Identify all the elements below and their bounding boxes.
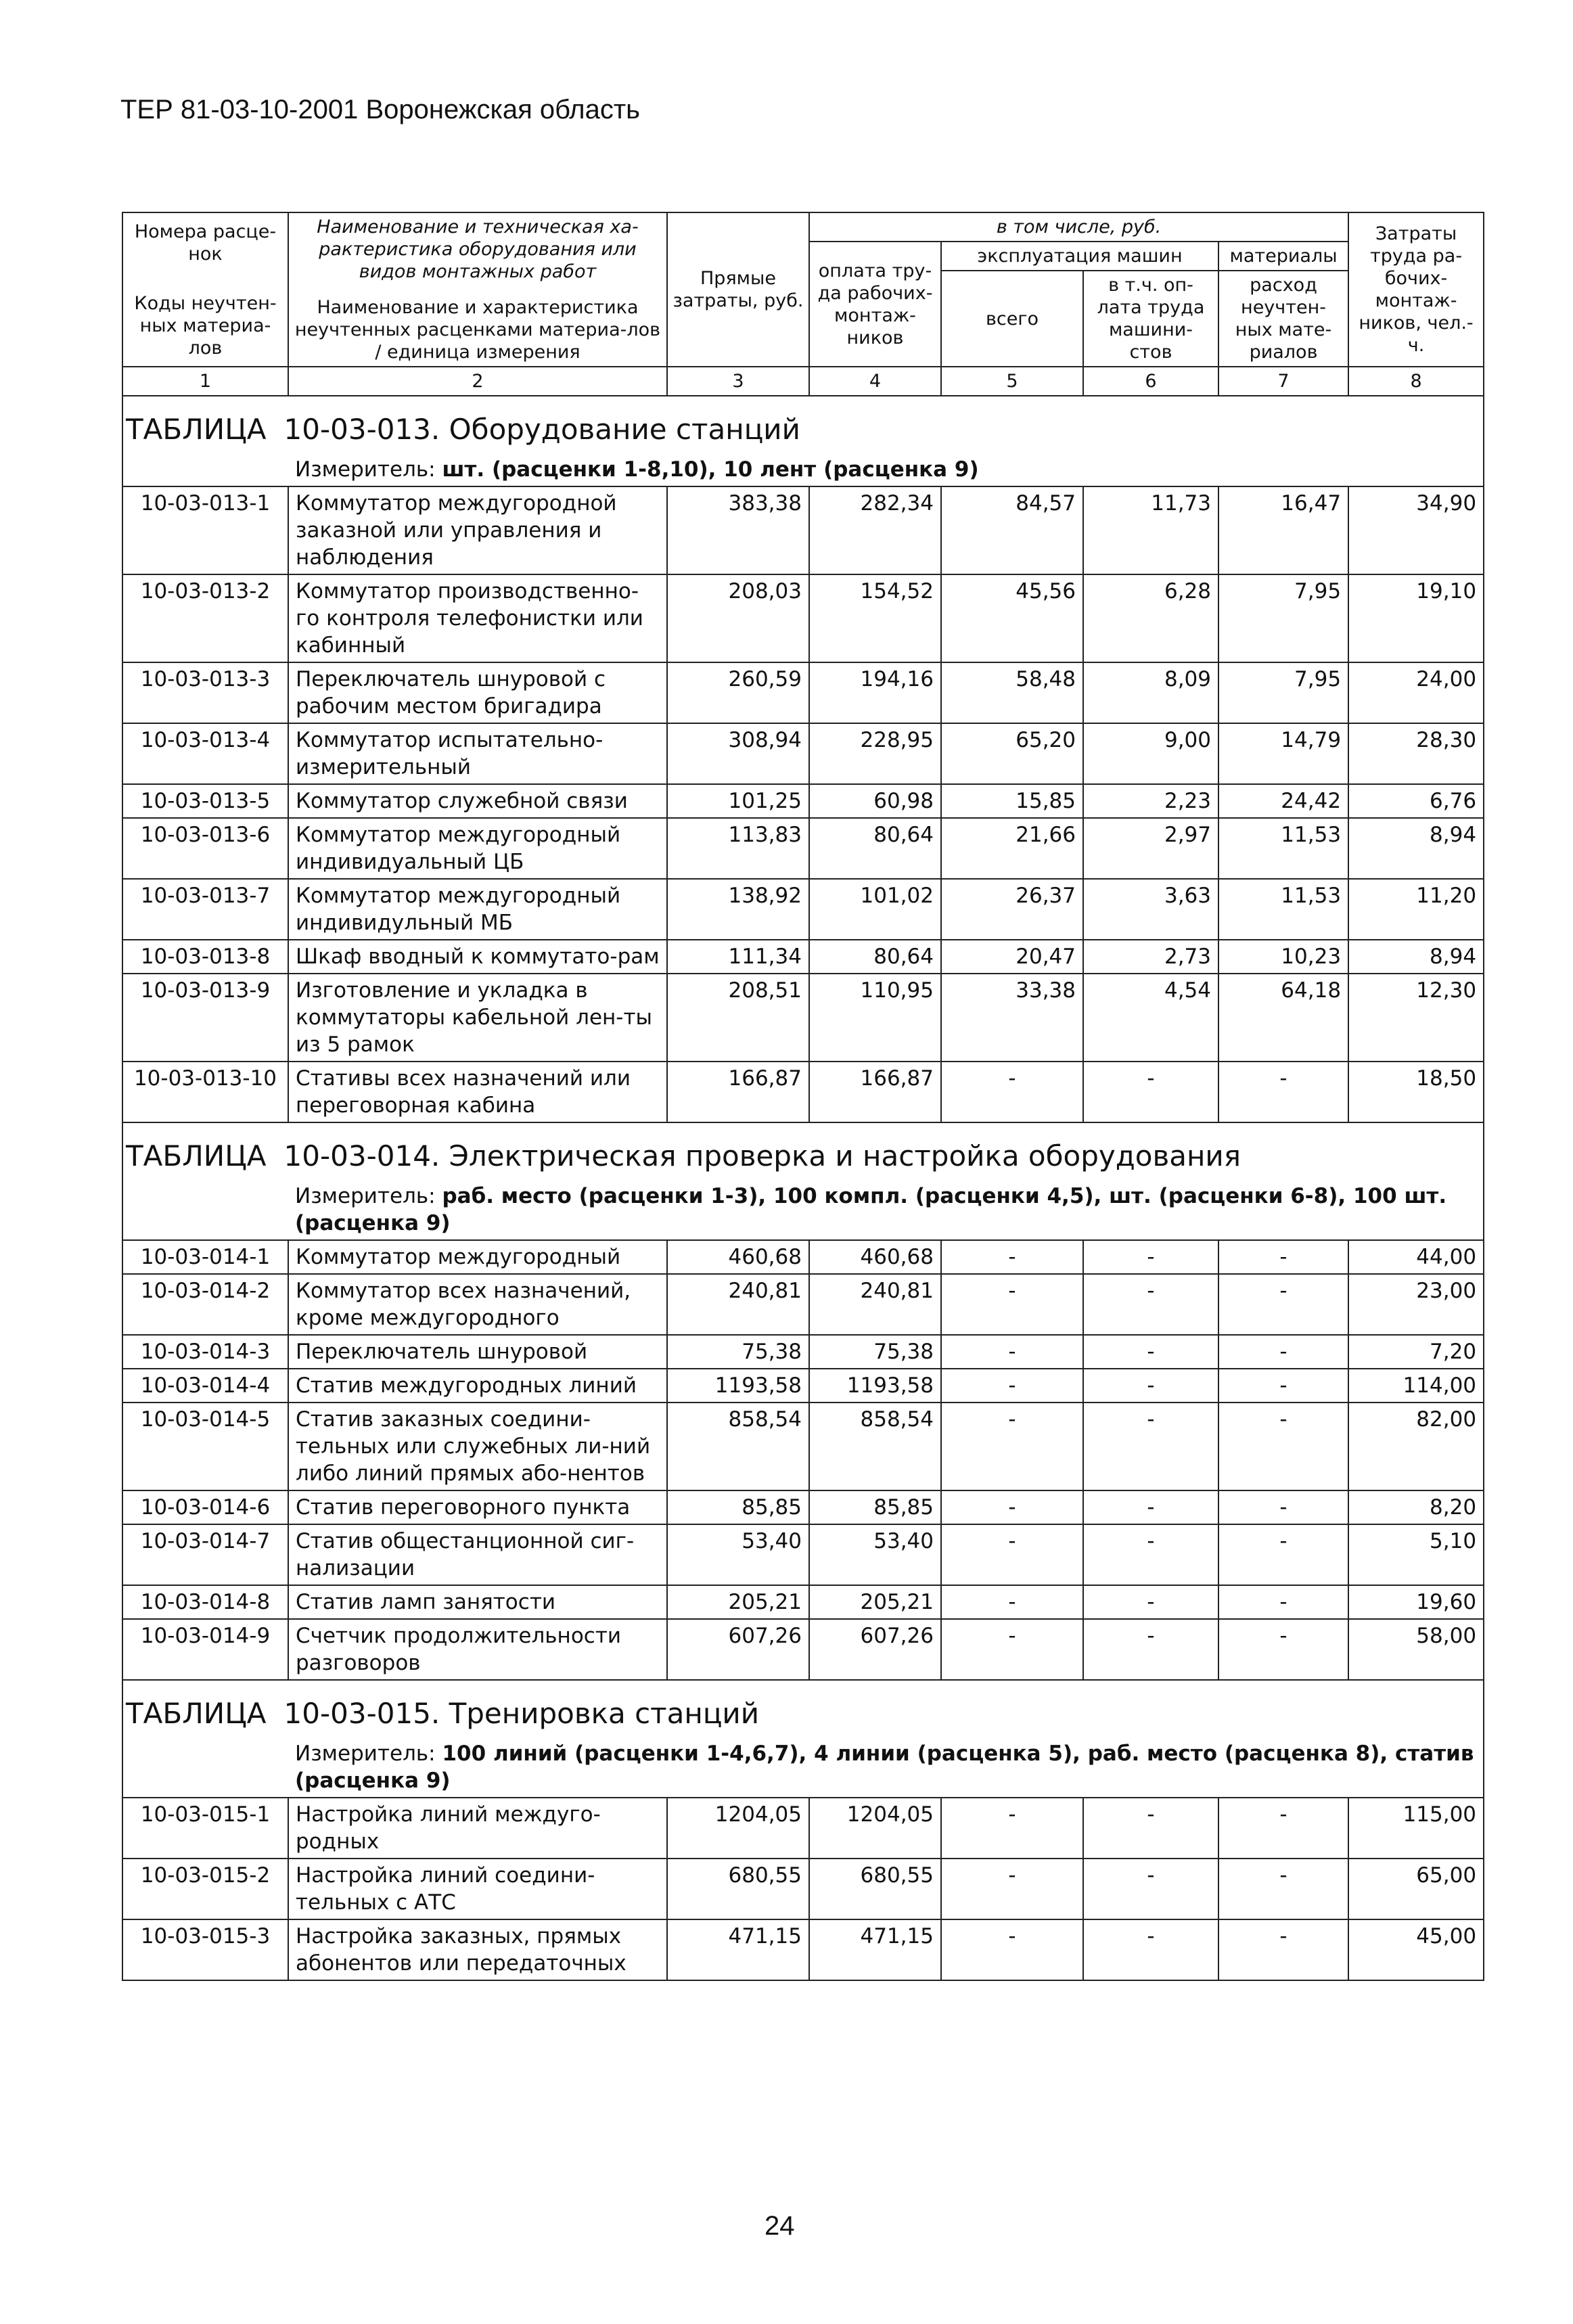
labor-hours-value: 18,50: [1348, 1062, 1484, 1122]
rate-name: Шкаф вводный к коммутато-рам: [288, 940, 667, 974]
labor-hours-value: 58,00: [1348, 1619, 1484, 1680]
labor-hours-value: 23,00: [1348, 1274, 1484, 1335]
table-row: [122, 974, 1484, 1062]
machines-total-value: 26,37: [941, 879, 1083, 940]
rate-code: 10-03-013-6: [122, 818, 288, 879]
worker-pay-value: 166,87: [809, 1062, 941, 1122]
materials-value: 14,79: [1218, 723, 1348, 784]
table-row: [122, 1274, 1484, 1335]
meter-cell: [288, 453, 1484, 486]
rate-name: Коммутатор производственно-го контроля телефонистки или кабинный: [288, 574, 667, 662]
rate-name: Коммутатор междугородный индивидуальный ЦБ: [288, 818, 667, 879]
rate-code: 10-03-014-4: [122, 1369, 288, 1403]
worker-pay-value: 194,16: [809, 662, 941, 723]
labor-hours-value: 44,00: [1348, 1240, 1484, 1274]
rate-name: Переключатель шнуровой с рабочим местом бригадира: [288, 662, 667, 723]
meter-row: [122, 453, 1484, 486]
labor-hours-value: 8,20: [1348, 1490, 1484, 1524]
labor-hours-value: 19,10: [1348, 574, 1484, 662]
table-row: [122, 1859, 1484, 1919]
worker-pay-value: 471,15: [809, 1919, 941, 1980]
labor-hours-value: 8,94: [1348, 818, 1484, 879]
materials-value: 11,53: [1218, 818, 1348, 879]
direct-costs-value: 1204,05: [667, 1798, 809, 1859]
labor-hours-value: 34,90: [1348, 486, 1484, 574]
direct-costs-value: 858,54: [667, 1403, 809, 1490]
meter-spacer: [122, 1180, 288, 1240]
column-number: 5: [941, 367, 1083, 396]
machinist-pay-value: 2,73: [1083, 940, 1218, 974]
meter-cell: [288, 1737, 1484, 1798]
worker-pay-value: 80,64: [809, 818, 941, 879]
table-row: [122, 1369, 1484, 1403]
section-label: ТАБЛИЦА: [126, 1139, 267, 1172]
machines-total-value: 65,20: [941, 723, 1083, 784]
machines-total-value: -: [941, 1274, 1083, 1335]
rate-code: 10-03-014-6: [122, 1490, 288, 1524]
machines-total-value: 58,48: [941, 662, 1083, 723]
machines-total-value: -: [941, 1062, 1083, 1122]
rate-code: 10-03-015-3: [122, 1919, 288, 1980]
worker-pay-value: 1204,05: [809, 1798, 941, 1859]
machinist-pay-value: -: [1083, 1274, 1218, 1335]
worker-pay-value: 228,95: [809, 723, 941, 784]
machinist-pay-value: 11,73: [1083, 486, 1218, 574]
materials-value: -: [1218, 1403, 1348, 1490]
labor-hours-value: 6,76: [1348, 784, 1484, 818]
rate-code: 10-03-014-8: [122, 1585, 288, 1619]
document-header: ТЕР 81-03-10-2001 Воронежская область: [120, 95, 641, 124]
rate-code: 10-03-014-1: [122, 1240, 288, 1274]
machines-total-value: 84,57: [941, 486, 1083, 574]
rate-code: 10-03-013-5: [122, 784, 288, 818]
section-title-text: 10-03-015. Тренировка станций: [283, 1697, 760, 1730]
machinist-pay-value: 9,00: [1083, 723, 1218, 784]
materials-value: -: [1218, 1619, 1348, 1680]
labor-hours-value: 114,00: [1348, 1369, 1484, 1403]
machines-total-value: -: [941, 1798, 1083, 1859]
rate-name: Настройка линий междуго-родных: [288, 1798, 667, 1859]
rate-name: Статив переговорного пункта: [288, 1490, 667, 1524]
direct-costs-value: 85,85: [667, 1490, 809, 1524]
direct-costs-value: 101,25: [667, 784, 809, 818]
machines-total-value: 45,56: [941, 574, 1083, 662]
header-machinist-pay: в т.ч. оп-лата труда машини-стов: [1083, 271, 1218, 367]
meter-label: Измеритель:: [295, 1184, 436, 1208]
table-row: [122, 1335, 1484, 1369]
machinist-pay-value: 2,23: [1083, 784, 1218, 818]
labor-hours-value: 19,60: [1348, 1585, 1484, 1619]
machines-total-value: -: [941, 1403, 1083, 1490]
machinist-pay-value: -: [1083, 1403, 1218, 1490]
labor-hours-value: 8,94: [1348, 940, 1484, 974]
machines-total-value: -: [941, 1335, 1083, 1369]
table-row: [122, 486, 1484, 574]
column-number: 2: [288, 367, 667, 396]
materials-value: 64,18: [1218, 974, 1348, 1062]
table-row: [122, 818, 1484, 879]
rate-code: 10-03-014-3: [122, 1335, 288, 1369]
header-labor-hours: Затраты труда ра-бочих-монтаж-ников, чел.-ч.: [1348, 212, 1484, 367]
rate-code: 10-03-013-3: [122, 662, 288, 723]
machines-total-value: -: [941, 1619, 1083, 1680]
column-number: 7: [1218, 367, 1348, 396]
machinist-pay-value: -: [1083, 1490, 1218, 1524]
machines-total-value: -: [941, 1369, 1083, 1403]
machinist-pay-value: 4,54: [1083, 974, 1218, 1062]
materials-value: -: [1218, 1585, 1348, 1619]
rate-code: 10-03-013-10: [122, 1062, 288, 1122]
header-rate-numbers: Номера расце-нок: [134, 221, 277, 265]
labor-hours-value: 12,30: [1348, 974, 1484, 1062]
rate-name: Коммутатор всех назначений, кроме междугородного: [288, 1274, 667, 1335]
table-row: [122, 1919, 1484, 1980]
section-label: ТАБЛИЦА: [126, 413, 267, 446]
meter-label: Измеритель:: [295, 1741, 436, 1766]
header-codes: [122, 212, 288, 367]
rate-code: 10-03-013-8: [122, 940, 288, 974]
materials-value: 24,42: [1218, 784, 1348, 818]
meter-spacer: [122, 1737, 288, 1798]
worker-pay-value: 205,21: [809, 1585, 941, 1619]
materials-value: -: [1218, 1524, 1348, 1585]
table-row: [122, 1062, 1484, 1122]
machinist-pay-value: -: [1083, 1062, 1218, 1122]
rate-name: Коммутатор междугородный: [288, 1240, 667, 1274]
meter-label: Измеритель:: [295, 457, 436, 482]
machines-total-value: 20,47: [941, 940, 1083, 974]
worker-pay-value: 85,85: [809, 1490, 941, 1524]
header-names: [288, 212, 667, 367]
materials-value: -: [1218, 1335, 1348, 1369]
worker-pay-value: 240,81: [809, 1274, 941, 1335]
machines-total-value: -: [941, 1919, 1083, 1980]
rate-name: Коммутатор служебной связи: [288, 784, 667, 818]
worker-pay-value: 110,95: [809, 974, 941, 1062]
section-title-text: 10-03-014. Электрическая проверка и настройка оборудования: [283, 1139, 1241, 1172]
labor-hours-value: 28,30: [1348, 723, 1484, 784]
table-header: [122, 212, 1484, 396]
rate-code: 10-03-013-9: [122, 974, 288, 1062]
meter-row: [122, 1180, 1484, 1240]
table-row: [122, 1240, 1484, 1274]
meter-cell: [288, 1180, 1484, 1240]
machines-total-value: -: [941, 1585, 1083, 1619]
machines-total-value: -: [941, 1240, 1083, 1274]
direct-costs-value: 680,55: [667, 1859, 809, 1919]
rate-name: Настройка линий соедини-тельных с АТС: [288, 1859, 667, 1919]
meter-text: шт. (расценки 1-8,10), 10 лент (расценка 9): [442, 457, 979, 482]
direct-costs-value: 471,15: [667, 1919, 809, 1980]
column-number: 3: [667, 367, 809, 396]
direct-costs-value: 113,83: [667, 818, 809, 879]
section-title-text: 10-03-013. Оборудование станций: [283, 413, 800, 446]
rate-name: Счетчик продолжительности разговоров: [288, 1619, 667, 1680]
rate-code: 10-03-013-2: [122, 574, 288, 662]
materials-value: -: [1218, 1369, 1348, 1403]
table-row: [122, 1798, 1484, 1859]
labor-hours-value: 24,00: [1348, 662, 1484, 723]
machinist-pay-value: -: [1083, 1619, 1218, 1680]
header-materials: материалы: [1218, 242, 1348, 271]
machines-total-value: -: [941, 1524, 1083, 1585]
worker-pay-value: 154,52: [809, 574, 941, 662]
labor-hours-value: 65,00: [1348, 1859, 1484, 1919]
table-row: [122, 723, 1484, 784]
rate-name: Стативы всех назначений или переговорная кабина: [288, 1062, 667, 1122]
materials-value: -: [1218, 1919, 1348, 1980]
direct-costs-value: 460,68: [667, 1240, 809, 1274]
table-row: [122, 662, 1484, 723]
worker-pay-value: 60,98: [809, 784, 941, 818]
header-direct-costs: Прямые затраты, руб.: [667, 212, 809, 367]
materials-value: 11,53: [1218, 879, 1348, 940]
rate-code: 10-03-014-5: [122, 1403, 288, 1490]
header-unaccounted-materials: расход неучтен-ных мате-риалов: [1218, 271, 1348, 367]
table-row: [122, 1585, 1484, 1619]
table-row: [122, 1524, 1484, 1585]
table-row: [122, 1490, 1484, 1524]
machinist-pay-value: -: [1083, 1369, 1218, 1403]
section-title-row: [122, 396, 1484, 453]
machines-total-value: 21,66: [941, 818, 1083, 879]
direct-costs-value: 205,21: [667, 1585, 809, 1619]
worker-pay-value: 282,34: [809, 486, 941, 574]
materials-value: -: [1218, 1274, 1348, 1335]
table-row: [122, 574, 1484, 662]
direct-costs-value: 308,94: [667, 723, 809, 784]
machines-total-value: 33,38: [941, 974, 1083, 1062]
column-number: 8: [1348, 367, 1484, 396]
materials-value: 7,95: [1218, 574, 1348, 662]
worker-pay-value: 1193,58: [809, 1369, 941, 1403]
machinist-pay-value: 8,09: [1083, 662, 1218, 723]
rate-code: 10-03-014-2: [122, 1274, 288, 1335]
machinist-pay-value: -: [1083, 1585, 1218, 1619]
materials-value: -: [1218, 1240, 1348, 1274]
labor-hours-value: 45,00: [1348, 1919, 1484, 1980]
rate-name: Статив заказных соедини-тельных или служебных ли-ний либо линий прямых або-нентов: [288, 1403, 667, 1490]
labor-hours-value: 11,20: [1348, 879, 1484, 940]
header-machines-total: всего: [941, 271, 1083, 367]
worker-pay-value: 607,26: [809, 1619, 941, 1680]
rate-name: Статив общестанционной сиг-нализации: [288, 1524, 667, 1585]
machinist-pay-value: -: [1083, 1335, 1218, 1369]
section-label: ТАБЛИЦА: [126, 1697, 267, 1730]
worker-pay-value: 80,64: [809, 940, 941, 974]
rate-code: 10-03-014-7: [122, 1524, 288, 1585]
header-material-codes: Коды неучтен-ных материа-лов: [134, 292, 277, 359]
direct-costs-value: 166,87: [667, 1062, 809, 1122]
rate-name: Статив ламп занятости: [288, 1585, 667, 1619]
section-title-row: [122, 1122, 1484, 1180]
table-row: [122, 1403, 1484, 1490]
page-number: 24: [765, 2211, 795, 2241]
rate-code: 10-03-013-4: [122, 723, 288, 784]
column-number: 6: [1083, 367, 1218, 396]
worker-pay-value: 460,68: [809, 1240, 941, 1274]
machines-total-value: -: [941, 1859, 1083, 1919]
meter-spacer: [122, 453, 288, 486]
rate-name: Коммутатор междугородной заказной или управления и наблюдения: [288, 486, 667, 574]
worker-pay-value: 858,54: [809, 1403, 941, 1490]
column-number: 1: [122, 367, 288, 396]
table-row: [122, 1619, 1484, 1680]
rate-code: 10-03-014-9: [122, 1619, 288, 1680]
materials-value: 16,47: [1218, 486, 1348, 574]
section-title: [122, 1122, 1484, 1180]
materials-value: -: [1218, 1859, 1348, 1919]
rate-code: 10-03-013-1: [122, 486, 288, 574]
column-number: 4: [809, 367, 941, 396]
machinist-pay-value: 3,63: [1083, 879, 1218, 940]
labor-hours-value: 115,00: [1348, 1798, 1484, 1859]
direct-costs-value: 260,59: [667, 662, 809, 723]
header-worker-pay: оплата тру-да рабочих-монтаж-ников: [809, 242, 941, 367]
labor-hours-value: 82,00: [1348, 1403, 1484, 1490]
section-title: [122, 396, 1484, 453]
machinist-pay-value: -: [1083, 1919, 1218, 1980]
machinist-pay-value: -: [1083, 1859, 1218, 1919]
header-equipment-name: Наименование и техническая ха-рактеристика оборудования или видов монтажных работ: [317, 217, 639, 282]
header-including: в том числе, руб.: [809, 212, 1348, 242]
worker-pay-value: 75,38: [809, 1335, 941, 1369]
machinist-pay-value: -: [1083, 1240, 1218, 1274]
materials-value: -: [1218, 1490, 1348, 1524]
rate-name: Настройка заказных, прямых абонентов или передаточных: [288, 1919, 667, 1980]
direct-costs-value: 240,81: [667, 1274, 809, 1335]
direct-costs-value: 75,38: [667, 1335, 809, 1369]
rate-code: 10-03-013-7: [122, 879, 288, 940]
direct-costs-value: 383,38: [667, 486, 809, 574]
direct-costs-value: 208,51: [667, 974, 809, 1062]
direct-costs-value: 1193,58: [667, 1369, 809, 1403]
section-title: [122, 1680, 1484, 1737]
meter-text: раб. место (расценки 1-3), 100 компл. (расценки 4,5), шт. (расценки 6-8), 100 шт. (расценка 9): [295, 1184, 1447, 1235]
machinist-pay-value: -: [1083, 1798, 1218, 1859]
machinist-pay-value: 6,28: [1083, 574, 1218, 662]
header-machine-operation: эксплуатация машин: [941, 242, 1218, 271]
rate-name: Переключатель шнуровой: [288, 1335, 667, 1369]
labor-hours-value: 7,20: [1348, 1335, 1484, 1369]
rate-name: Коммутатор испытательно-измерительный: [288, 723, 667, 784]
direct-costs-value: 53,40: [667, 1524, 809, 1585]
machinist-pay-value: 2,97: [1083, 818, 1218, 879]
rate-name: Статив междугородных линий: [288, 1369, 667, 1403]
machinist-pay-value: -: [1083, 1524, 1218, 1585]
machines-total-value: 15,85: [941, 784, 1083, 818]
materials-value: 10,23: [1218, 940, 1348, 974]
meter-text: 100 линий (расценки 1-4,6,7), 4 линии (расценка 5), раб. место (расценка 8), статив (расценка 9): [295, 1741, 1474, 1793]
header-material-name: Наименование и характеристика неучтенных расценками материа-лов / единица измерения: [294, 297, 661, 363]
machines-total-value: -: [941, 1490, 1083, 1524]
materials-value: -: [1218, 1798, 1348, 1859]
table-row: [122, 879, 1484, 940]
rates-table: [122, 212, 1484, 1981]
rate-code: 10-03-015-1: [122, 1798, 288, 1859]
worker-pay-value: 53,40: [809, 1524, 941, 1585]
direct-costs-value: 208,03: [667, 574, 809, 662]
table-row: [122, 940, 1484, 974]
direct-costs-value: 138,92: [667, 879, 809, 940]
meter-row: [122, 1737, 1484, 1798]
materials-value: -: [1218, 1062, 1348, 1122]
table-body: [122, 396, 1484, 1980]
worker-pay-value: 101,02: [809, 879, 941, 940]
direct-costs-value: 111,34: [667, 940, 809, 974]
labor-hours-value: 5,10: [1348, 1524, 1484, 1585]
direct-costs-value: 607,26: [667, 1619, 809, 1680]
rate-name: Изготовление и укладка в коммутаторы кабельной лен-ты из 5 рамок: [288, 974, 667, 1062]
rate-name: Коммутатор междугородный индивидульный МБ: [288, 879, 667, 940]
worker-pay-value: 680,55: [809, 1859, 941, 1919]
table-row: [122, 784, 1484, 818]
rate-code: 10-03-015-2: [122, 1859, 288, 1919]
materials-value: 7,95: [1218, 662, 1348, 723]
section-title-row: [122, 1680, 1484, 1737]
